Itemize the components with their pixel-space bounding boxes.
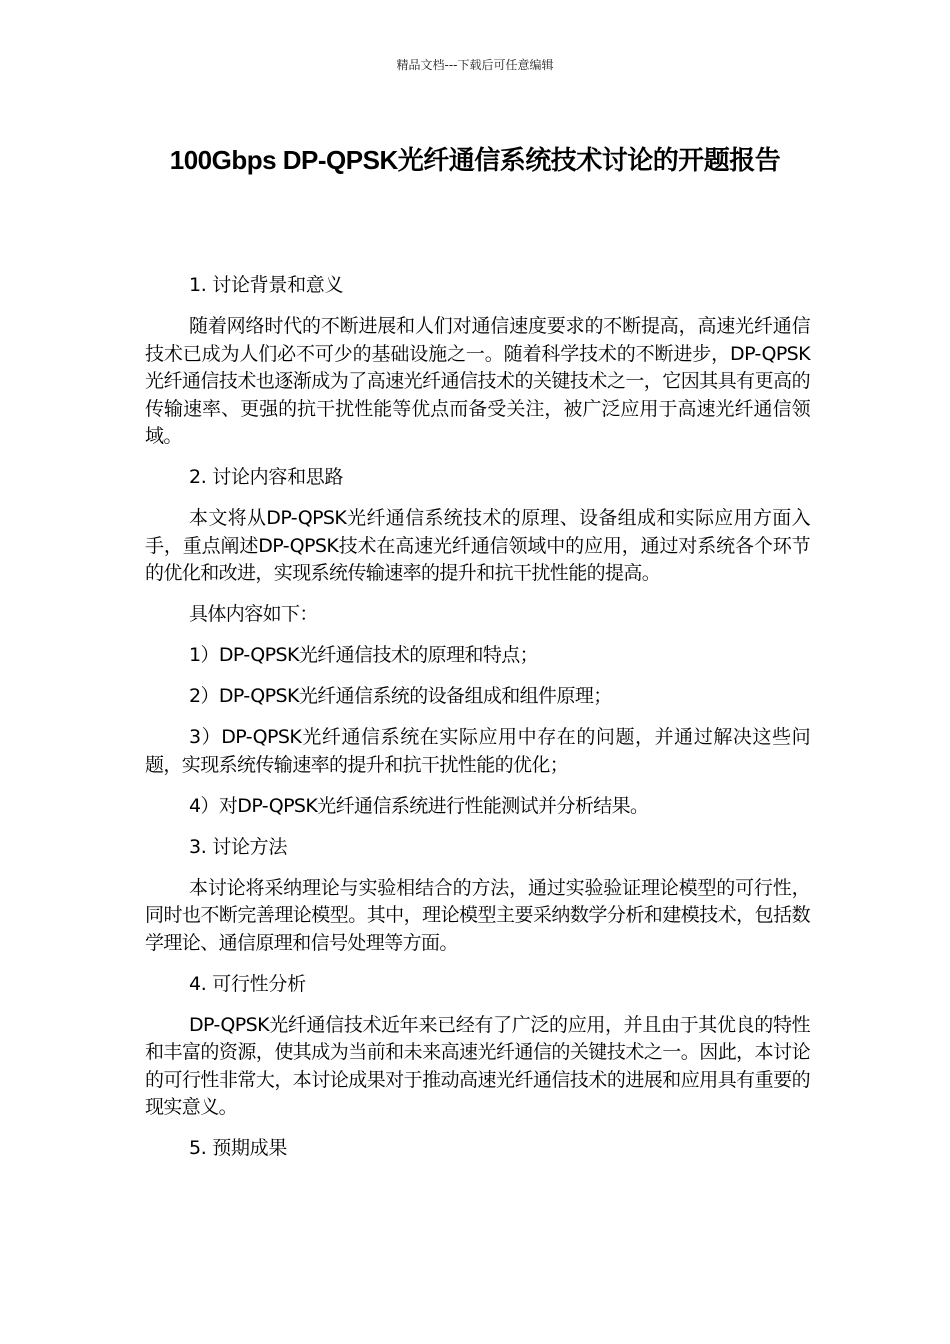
section-heading-background: 1. 讨论背景和意义 (189, 274, 344, 296)
paragraph-background: 随着网络时代的不断进展和人们对通信速度要求的不断提高，高速光纤通信技术已成为人们必不可少的基础设施之一。随着科学技术的不断进步，DP-QPSK光纤通信技术也逐渐成为了高速光纤通信技术的关键技术之一，它因其具有更高的传输速率、更强的抗干扰性能等优点而备受关注，被广泛应用于高速光纤通信领域。 (145, 315, 810, 447)
paragraph-feasibility: DP-QPSK光纤通信技术近年来已经有了广泛的应用，并且由于其优良的特性和丰富的资源，使其成为当前和未来高速光纤通信的关键技术之一。因此，本讨论的可行性非常大，本讨论成果对于推动高速光纤通信技术的进展和应用具有重要的现实意义。 (145, 1013, 810, 1118)
document-title: 100Gbps DP-QPSK光纤通信系统技术讨论的开题报告 (169, 145, 781, 175)
list-item-equipment: 2）DP-QPSK光纤通信系统的设备组成和组件原理； (189, 685, 612, 707)
document-body (145, 272, 810, 1176)
page-header-watermark: 精品文档---下载后可任意编辑 (396, 58, 554, 72)
paragraph-methods: 本讨论将采纳理论与实验相结合的方法，通过实验验证理论模型的可行性，同时也不断完善理论模型。其中，理论模型主要采纳数学分析和建模技术，包括数学理论、通信原理和信号处理等方面。 (145, 876, 810, 954)
section-heading-expected-results: 5. 预期成果 (189, 1137, 288, 1159)
section-heading-content: 2. 讨论内容和思路 (189, 466, 344, 488)
section-heading-feasibility: 4. 可行性分析 (189, 972, 306, 995)
list-item-principles: 1）DP-QPSK光纤通信技术的原理和特点； (189, 644, 539, 666)
list-item-problems: 3）DP-QPSK光纤通信系统在实际应用中存在的问题，并通过解决这些问题，实现系统传输速率的提升和抗干扰性能的优化； (145, 726, 810, 776)
paragraph-content-intro: 本文将从DP-QPSK光纤通信系统技术的原理、设备组成和实际应用方面入手，重点阐述DP-QPSK技术在高速光纤通信领域中的应用，通过对系统各个环节的优化和改进，实现系统传输速率的提升和抗干扰性能的提高。 (145, 507, 810, 584)
list-item-testing: 4）对DP-QPSK光纤通信系统进行性能测试并分析结果。 (189, 794, 649, 817)
section-heading-methods: 3. 讨论方法 (189, 835, 288, 858)
paragraph-content-list-intro: 具体内容如下： (189, 603, 318, 625)
